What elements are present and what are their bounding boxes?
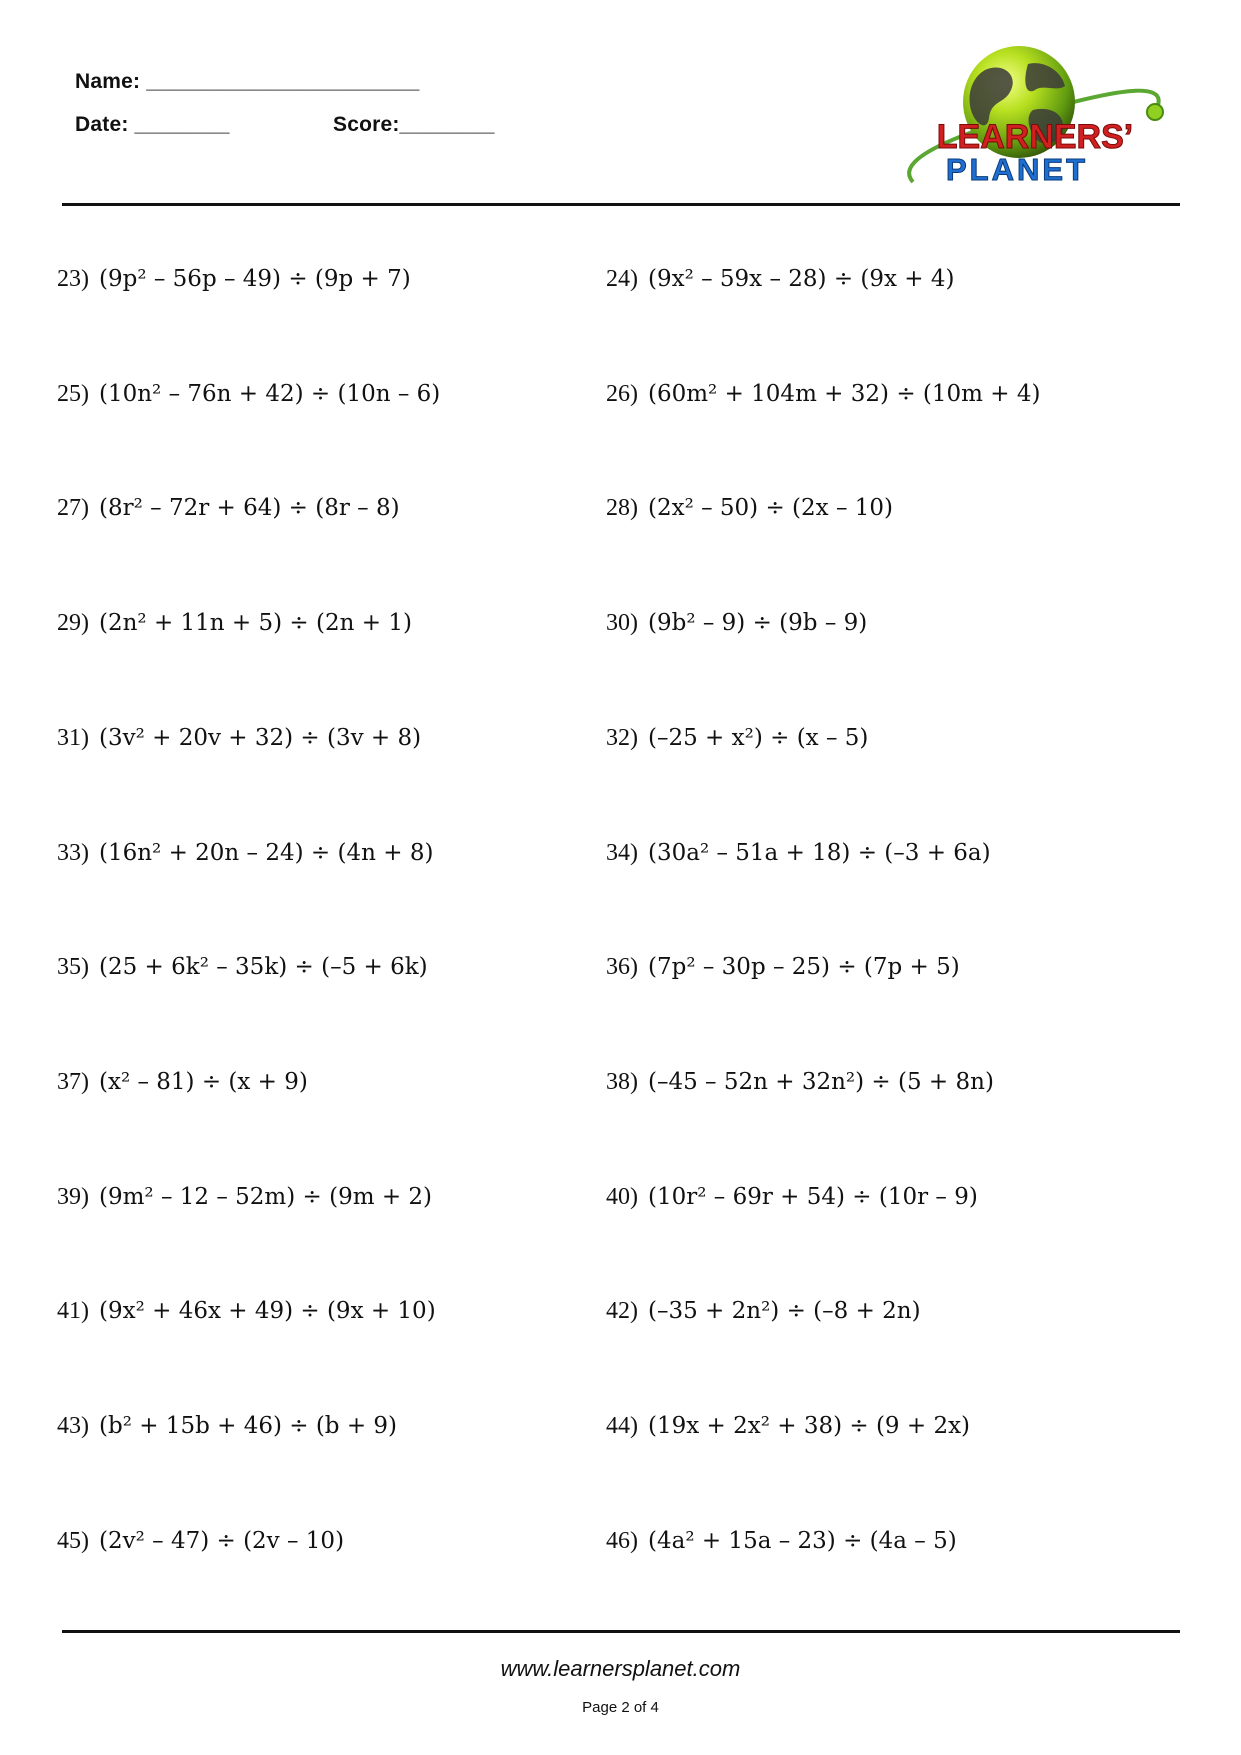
problem-30	[606, 608, 867, 638]
problem-number: 34)	[606, 840, 638, 866]
problem-45	[57, 1526, 344, 1556]
problem-35	[57, 952, 428, 982]
date-field: Date: ________	[75, 113, 230, 136]
problem-number: 43)	[57, 1413, 89, 1439]
problem-expression: (8r² – 72r + 64) ÷ (8r – 8)	[99, 495, 400, 521]
problem-26	[606, 379, 1040, 409]
problem-number: 36)	[606, 954, 638, 980]
problem-number: 24)	[606, 266, 638, 292]
problem-number: 40)	[606, 1184, 638, 1210]
problem-number: 28)	[606, 495, 638, 521]
problem-expression: (25 + 6k² – 35k) ÷ (–5 + 6k)	[99, 954, 428, 980]
problem-number: 33)	[57, 840, 89, 866]
problem-32	[606, 723, 868, 753]
score-field: Score:________	[333, 113, 495, 136]
problem-number: 32)	[606, 725, 638, 751]
header-divider	[62, 203, 1180, 206]
problem-46	[606, 1526, 957, 1556]
learners-planet-logo	[893, 40, 1178, 198]
problem-expression: (–25 + x²) ÷ (x – 5)	[648, 725, 869, 751]
problem-23	[57, 264, 411, 294]
problem-expression: (16n² + 20n – 24) ÷ (4n + 8)	[99, 840, 434, 866]
problem-29	[57, 608, 412, 638]
problem-expression: (9b² – 9) ÷ (9b – 9)	[648, 610, 868, 636]
problem-expression: (10r² – 69r + 54) ÷ (10r – 9)	[648, 1184, 978, 1210]
problem-number: 30)	[606, 610, 638, 636]
logo-text-bottom: PLANET	[946, 152, 1088, 187]
problem-40	[606, 1182, 978, 1212]
problem-37	[57, 1067, 308, 1097]
problem-number: 37)	[57, 1069, 89, 1095]
problem-number: 45)	[57, 1528, 89, 1554]
problem-expression: (4a² + 15a – 23) ÷ (4a – 5)	[648, 1528, 957, 1554]
problem-number: 29)	[57, 610, 89, 636]
problem-number: 39)	[57, 1184, 89, 1210]
problem-34	[606, 838, 991, 868]
problem-expression: (–35 + 2n²) ÷ (–8 + 2n)	[648, 1298, 921, 1324]
problem-expression: (9m² – 12 – 52m) ÷ (9m + 2)	[99, 1184, 433, 1210]
problem-expression: (9p² – 56p – 49) ÷ (9p + 7)	[99, 266, 411, 292]
problem-number: 31)	[57, 725, 89, 751]
problem-expression: (9x² + 46x + 49) ÷ (9x + 10)	[99, 1298, 436, 1324]
problem-expression: (x² – 81) ÷ (x + 9)	[99, 1069, 308, 1095]
problem-number: 42)	[606, 1298, 638, 1324]
problem-39	[57, 1182, 432, 1212]
problem-43	[57, 1411, 397, 1441]
logo-text-top: LEARNERS’	[936, 118, 1134, 156]
problem-number: 27)	[57, 495, 89, 521]
problem-number: 35)	[57, 954, 89, 980]
problem-28	[606, 493, 893, 523]
problem-expression: (7p² – 30p – 25) ÷ (7p + 5)	[648, 954, 960, 980]
problem-expression: (9x² – 59x – 28) ÷ (9x + 4)	[648, 266, 955, 292]
problem-42	[606, 1296, 921, 1326]
problem-number: 23)	[57, 266, 89, 292]
problem-25	[57, 379, 440, 409]
problem-36	[606, 952, 960, 982]
footer-url[interactable]: www.learnersplanet.com	[500, 1656, 741, 1681]
problem-expression: (3v² + 20v + 32) ÷ (3v + 8)	[99, 725, 422, 751]
problem-27	[57, 493, 400, 523]
problem-33	[57, 838, 433, 868]
problem-expression: (19x + 2x² + 38) ÷ (9 + 2x)	[648, 1413, 971, 1439]
page-number: Page 2 of 4	[582, 1699, 659, 1716]
name-field: Name: _______________________	[75, 70, 420, 93]
problem-expression: (2x² – 50) ÷ (2x – 10)	[648, 495, 893, 521]
problem-24	[606, 264, 955, 294]
problem-expression: (10n² – 76n + 42) ÷ (10n – 6)	[99, 381, 441, 407]
problem-44	[606, 1411, 970, 1441]
problem-expression: (30a² – 51a + 18) ÷ (–3 + 6a)	[648, 840, 991, 866]
problem-expression: (2n² + 11n + 5) ÷ (2n + 1)	[99, 610, 412, 636]
problem-41	[57, 1296, 436, 1326]
problem-expression: (60m² + 104m + 32) ÷ (10m + 4)	[648, 381, 1041, 407]
problem-number: 44)	[606, 1413, 638, 1439]
problem-expression: (2v² – 47) ÷ (2v – 10)	[99, 1528, 345, 1554]
problem-expression: (b² + 15b + 46) ÷ (b + 9)	[99, 1413, 398, 1439]
problem-expression: (–45 – 52n + 32n²) ÷ (5 + 8n)	[648, 1069, 994, 1095]
problem-38	[606, 1067, 994, 1097]
problem-number: 46)	[606, 1528, 638, 1554]
problem-number: 38)	[606, 1069, 638, 1095]
problem-number: 25)	[57, 381, 89, 407]
footer-divider	[62, 1630, 1180, 1633]
problem-number: 41)	[57, 1298, 89, 1324]
problem-number: 26)	[606, 381, 638, 407]
problem-31	[57, 723, 421, 753]
